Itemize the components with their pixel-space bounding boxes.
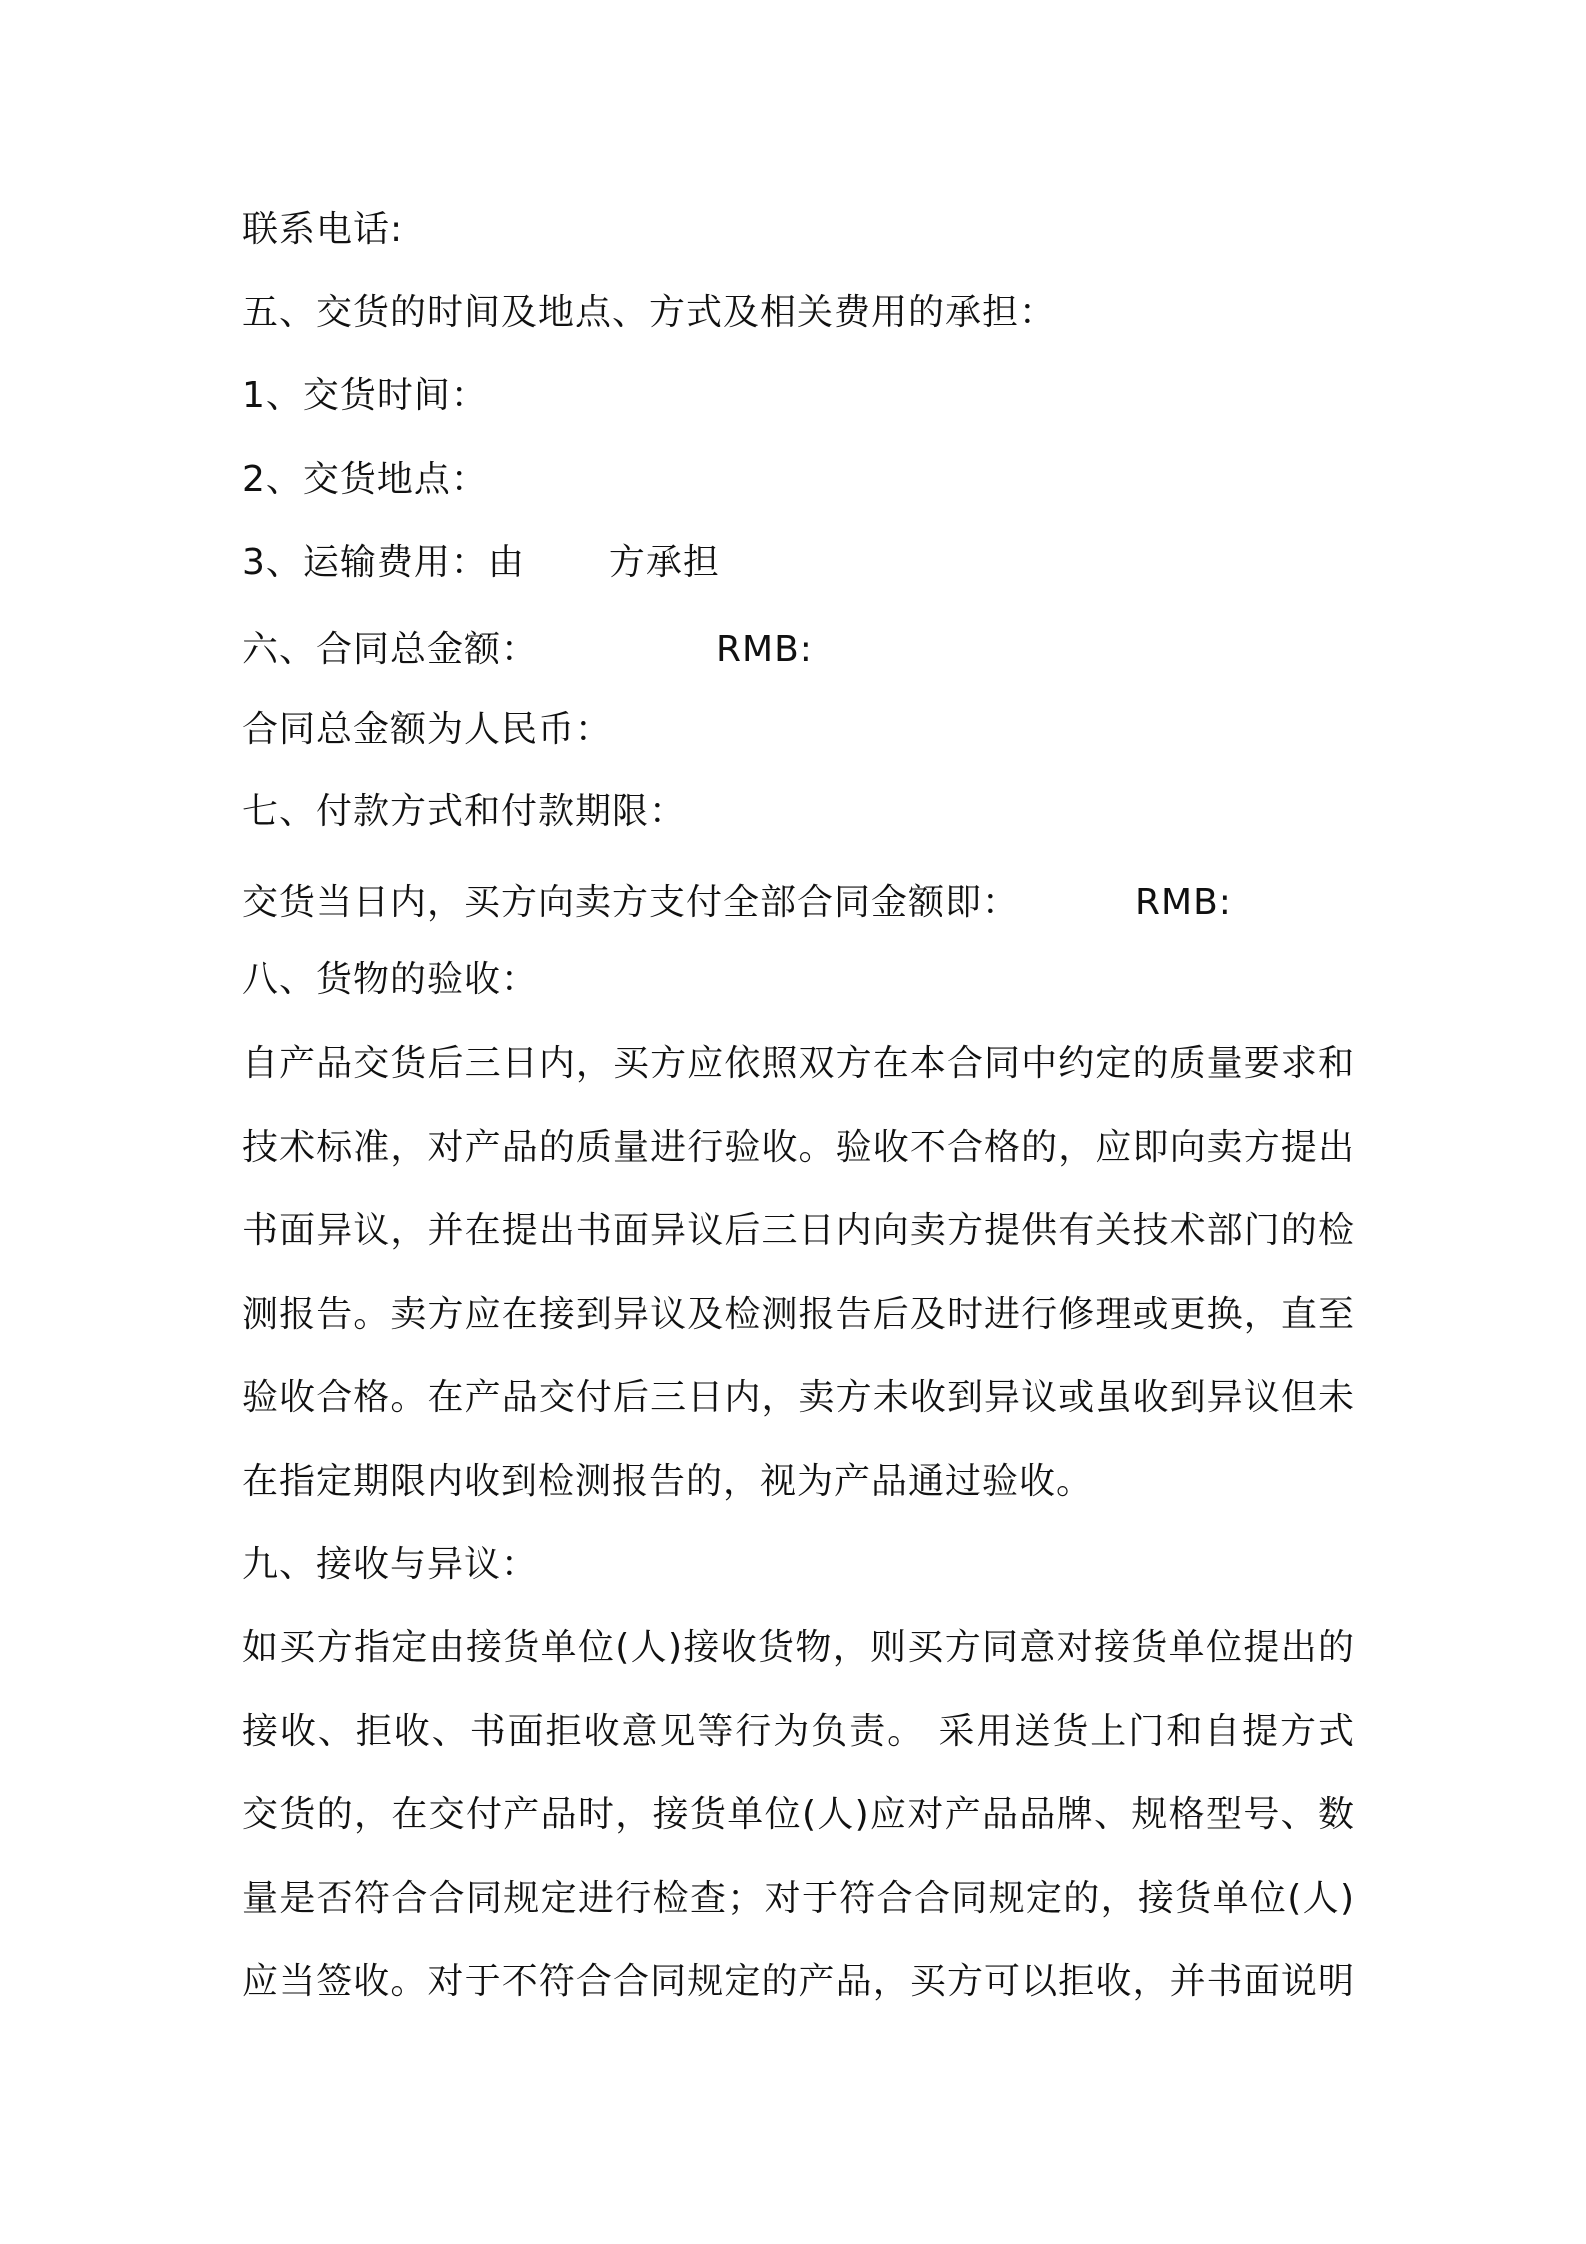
- transport-cost-suffix: 方承担: [608, 542, 720, 583]
- section9-paragraph-line: 应当签收。对于不符合合同规定的产品，买方可以拒收，并书面说明: [242, 1961, 1354, 2002]
- section5-heading: 五、交货的时间及地点、方式及相关费用的承担：: [242, 292, 1057, 333]
- section9-paragraph-line: 如买方指定由接货单位(人)接收货物，则买方同意对接货单位提出的: [242, 1627, 1354, 1668]
- section8-paragraph-line: 测报告。卖方应在接到异议及检测报告后及时进行修理或更换，直至: [242, 1294, 1354, 1335]
- transport-cost-prefix: 3、运输费用：由: [242, 542, 525, 583]
- section6-heading: 六、合同总金额：: [242, 629, 539, 670]
- section5-item-delivery-time: 1、交货时间：: [242, 375, 488, 416]
- section7-payment-line: [242, 879, 1232, 927]
- section8-heading: 八、货物的验收：: [242, 959, 539, 1000]
- section9-paragraph-line: 交货的，在交付产品时，接货单位(人)应对产品品牌、规格型号、数: [242, 1794, 1354, 1835]
- section9-paragraph-line: 接收、拒收、书面拒收意见等行为负责。 采用送货上门和自提方式: [242, 1711, 1354, 1752]
- section6-rmb-label: RMB:: [716, 629, 813, 670]
- section7-heading: 七、付款方式和付款期限：: [242, 791, 687, 832]
- section6-total-in-rmb: 合同总金额为人民币：: [242, 709, 613, 750]
- section8-paragraph-line: 在指定期限内收到检测报告的，视为产品通过验收。: [242, 1461, 1094, 1502]
- section8-paragraph-line: 自产品交货后三日内，买方应依照双方在本合同中约定的质量要求和: [242, 1043, 1354, 1084]
- section7-rmb-label: RMB:: [1135, 882, 1232, 923]
- section5-item-transport-cost: [242, 539, 720, 587]
- section8-paragraph-line: 技术标准，对产品的质量进行验收。验收不合格的，应即向卖方提出: [242, 1127, 1354, 1168]
- section5-item-delivery-place: 2、交货地点：: [242, 459, 488, 500]
- section9-paragraph-line: 量是否符合合同规定进行检查；对于符合合同规定的，接货单位(人): [242, 1878, 1354, 1919]
- section8-paragraph-line: 书面异议，并在提出书面异议后三日内向卖方提供有关技术部门的检: [242, 1210, 1354, 1251]
- section7-payment-text: 交货当日内，买方向卖方支付全部合同金额即：: [242, 882, 1020, 923]
- section9-heading: 九、接收与异议：: [242, 1544, 539, 1585]
- section6-total-amount-line: [242, 626, 813, 674]
- contact-phone-label: 联系电话:: [242, 209, 404, 250]
- section8-paragraph-line: 验收合格。在产品交付后三日内，卖方未收到异议或虽收到异议但未: [242, 1377, 1354, 1418]
